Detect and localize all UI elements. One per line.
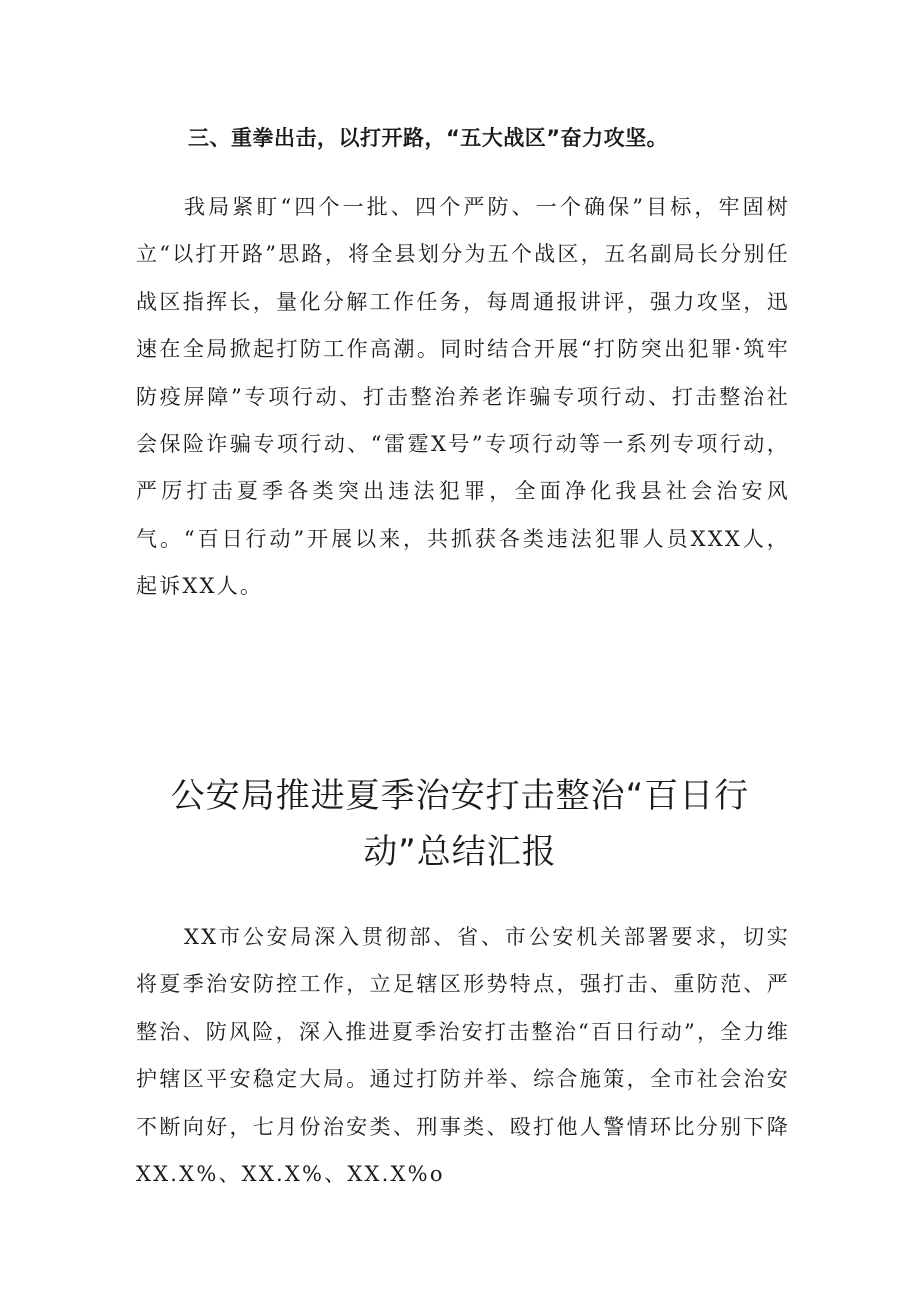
report-paragraph: XX市公安局深入贯彻部、省、市公安机关部署要求，切实将夏季治安防控工作，立足辖区形势特点，强打击、重防范、严整治、防风险，深入推进夏季治安打击整治“百日行动”，全力维护辖区平安稳定大局。通过打防并举、综合施策，全市社会治安不断向好，七月份治安类、刑事类、殴打他人警情环比分别下降XX.X%、XX.X%、XX.X%o (136, 925, 790, 1187)
section-paragraph: 我局紧盯“四个一批、四个严防、一个确保”目标，牢固树立“以打开路”思路，将全县划分为五个战区，五名副局长分别任战区指挥长，量化分解工作任务，每周通报讲评，强力攻坚，迅速在全局掀起打防工作高潮。同时结合开展“打防突出犯罪·筑牢防疫屏障”专项行动、打击整治养老诈骗专项行动、打击整治社会保险诈骗专项行动、“雷霆X号”专项行动等一系列专项行动，严厉打击夏季各类突出违法犯罪，全面净化我县社会治安风气。“百日行动”开展以来，共抓获各类违法犯罪人员XXX人，起诉XX人。 (136, 195, 790, 599)
report-title: 公安局推进夏季治安打击整治“百日行动”总结汇报 (170, 776, 750, 872)
section-heading: 三、重拳出击，以打开路，“五大战区”奋力攻坚。 (188, 126, 669, 150)
